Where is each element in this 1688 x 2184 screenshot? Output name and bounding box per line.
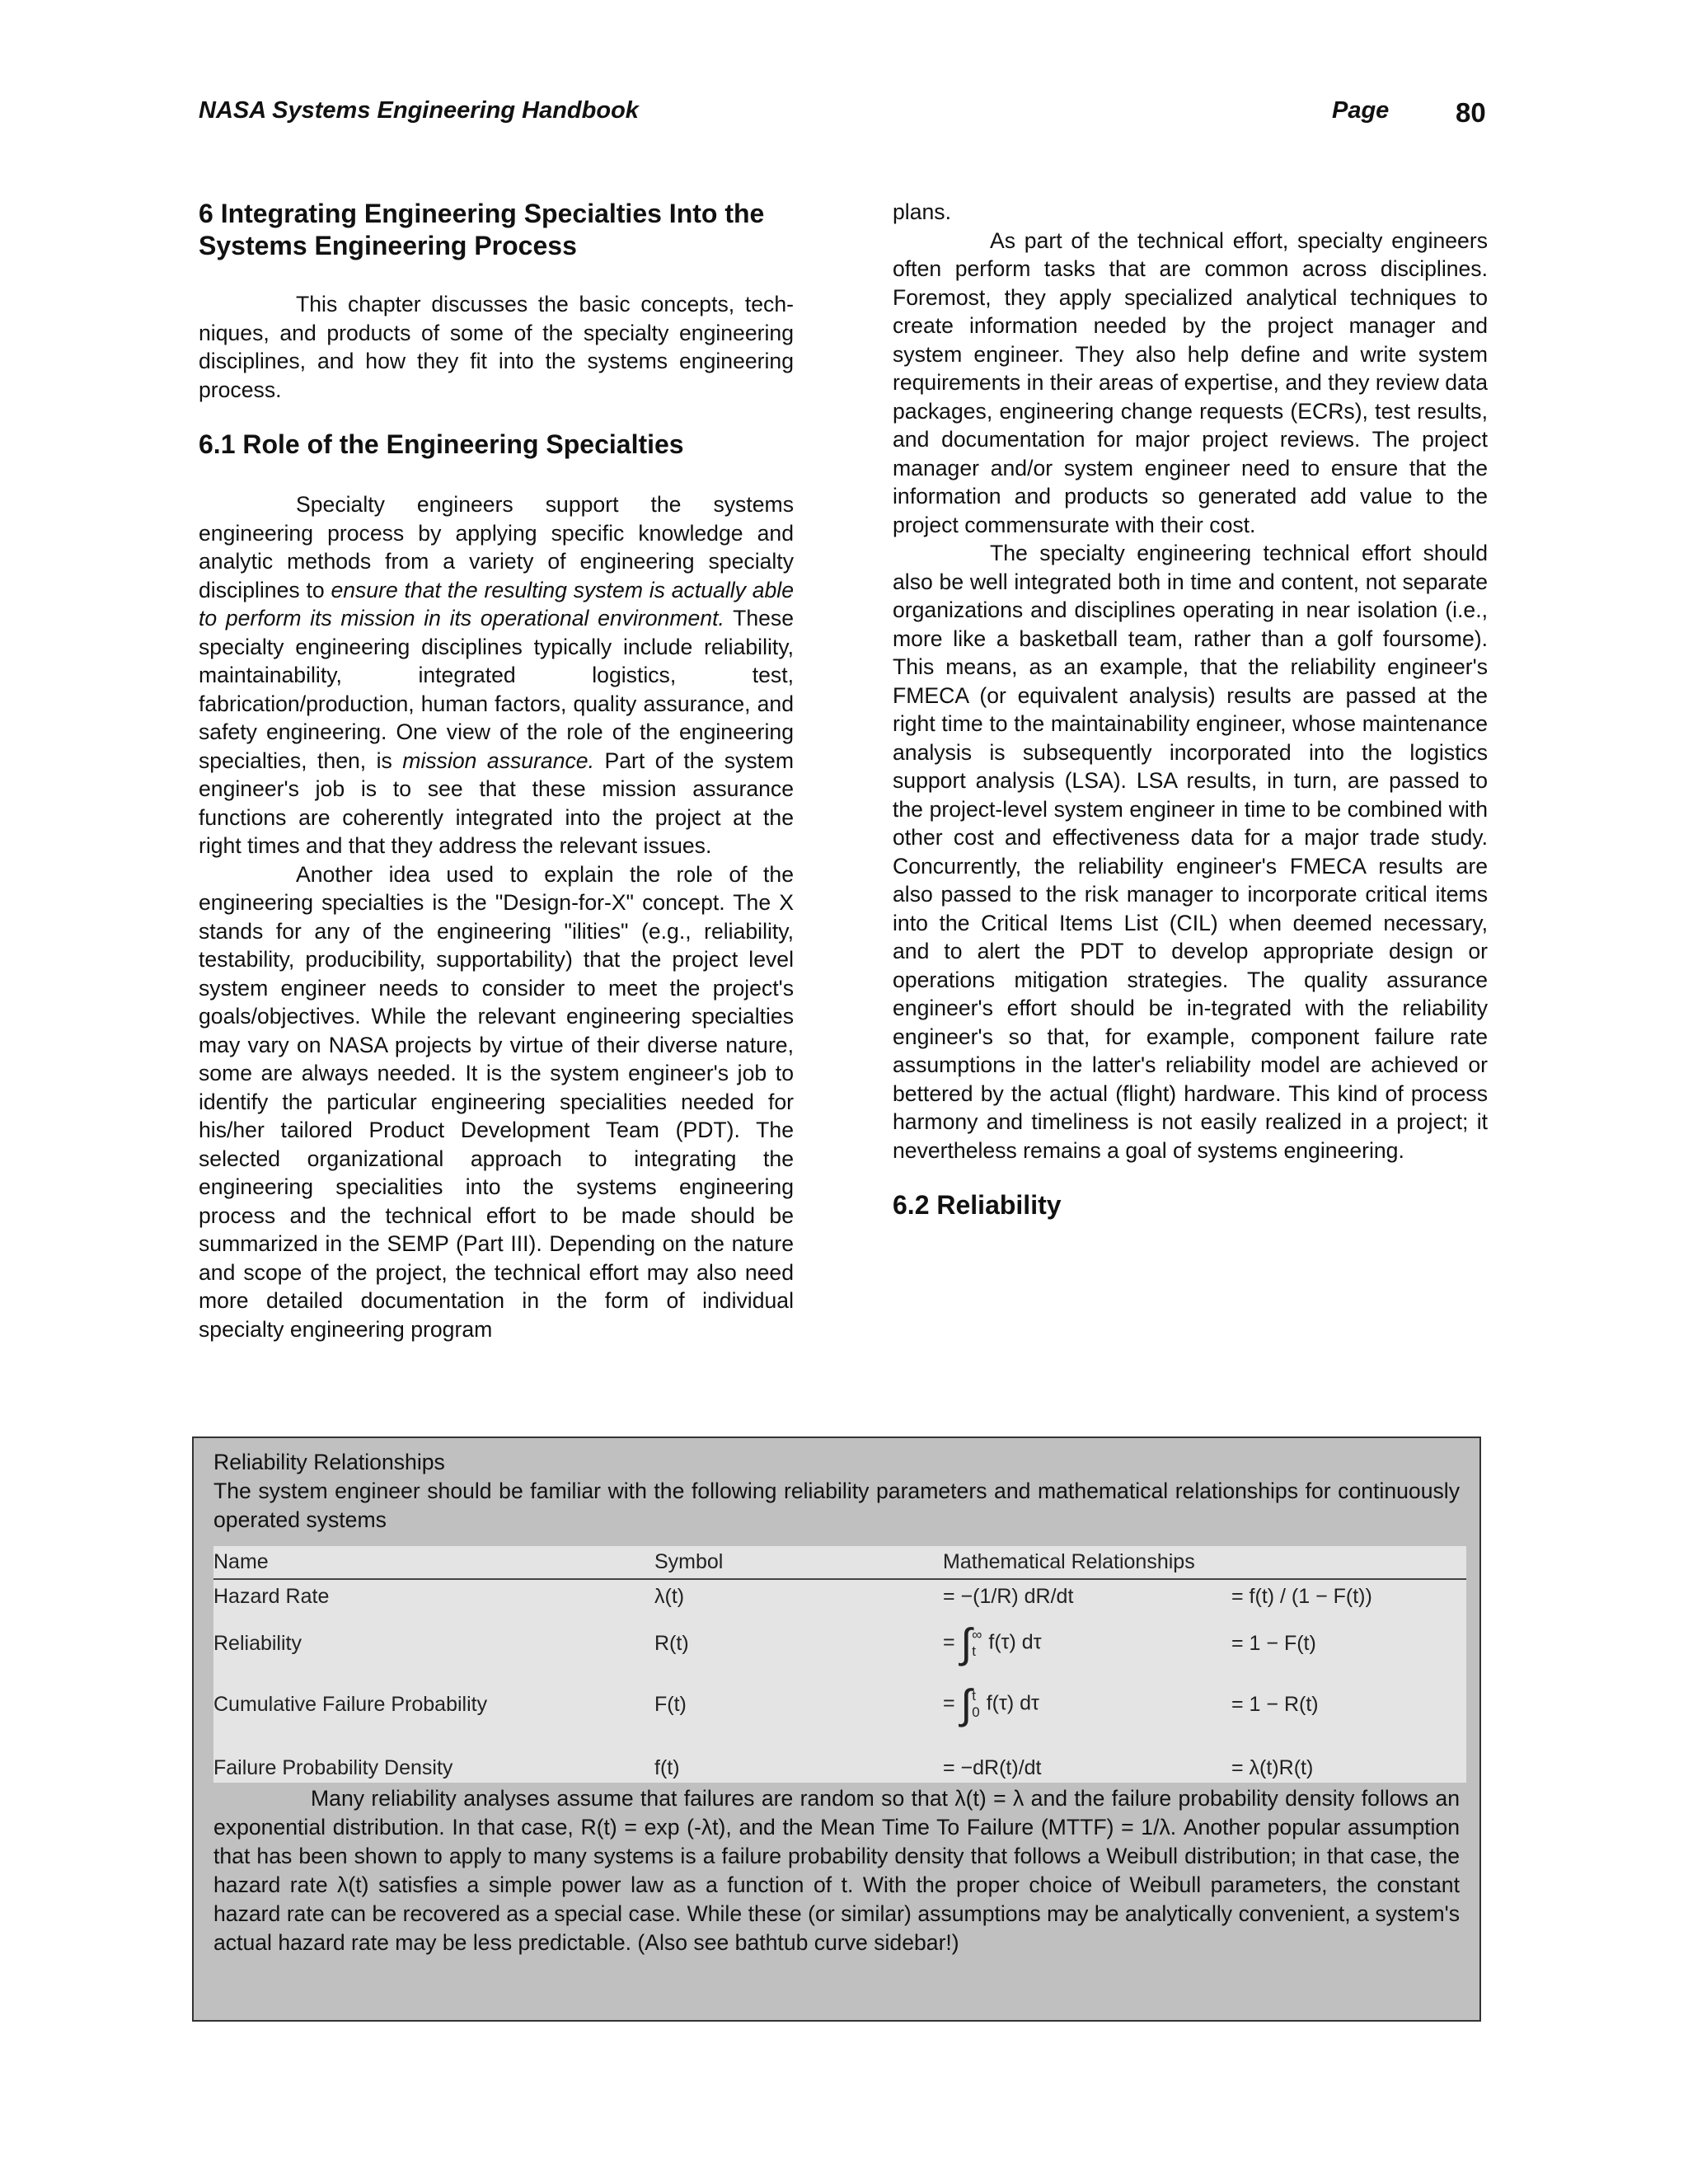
sidebar-closing-paragraph: Many reliability analyses assume that failures are random so that λ(t) = λ and the failure probability density follows an exponential distribution. In that case, R(t) = exp (-λt), and the Mean Time To Failure (MTTF) = 1/λ. Another popular assumption that has been shown to apply to many systems is a failure probability density that follows a Weibull distribution; in that case, the hazard rate λ(t) satisfies a simple power law as a function of t. With the proper choice of Weibull parameters, the constant hazard rate can be recovered as a special case. While these (or similar) assumptions may be analytically convenient, a system's actual hazard rate may be less predictable. (Also see bathtub curve sidebar!)	[213, 1786, 1460, 1955]
integral-upper-bound: ∞	[972, 1627, 982, 1643]
table-header-row	[213, 1546, 1466, 1579]
paragraph-continuation: plans.	[893, 199, 951, 224]
row-relationship-2: = 1 − F(t)	[1231, 1631, 1316, 1655]
section-title-6-2: 6.2 Reliability	[893, 1190, 1062, 1220]
paragraph-technical-effort: As part of the technical effort, specialty engineers often perform tasks that are common across disciplines. Foremost, they apply specialized analytical techniques to create information needed by the project manager and system engineer. They also help define and write system requirements in their areas of expertise, and they review data packages, engineering change requests (ECRs), test results, and documentation for major project reviews. The project manager and/or system engineer need to ensure that the information and products so generated add value to the project commensurate with their cost.	[893, 227, 1488, 537]
sidebar-intro: The system engineer should be familiar with the following reliability parameters and mathematical relationships for continuously operated systems	[213, 1479, 1460, 1532]
section-title-6-1: 6.1 Role of the Engineering Specialties	[199, 429, 684, 459]
document-title: NASA Systems Engineering Handbook	[199, 97, 639, 124]
table-row	[213, 1674, 1466, 1735]
table-header-symbol: Symbol	[654, 1546, 943, 1579]
integral-lower-bound: t	[972, 1643, 976, 1659]
integral-upper-bound: t	[972, 1688, 976, 1704]
row-relationship-1: = ∫ t 0 f(τ) dτ	[943, 1681, 1039, 1727]
row-relationship-2: = 1 − R(t)	[1231, 1692, 1319, 1716]
row-symbol: f(t)	[654, 1756, 680, 1779]
row-name: Failure Probability Density	[213, 1756, 453, 1779]
left-column	[199, 198, 794, 1343]
paragraph-integration: The specialty engineering technical effort should also be well integrated both in time and content, not separate organizations and disciplines operating in near isolation (i.e., more like a basketball team, rather than a golf foursome). This means, as an example, that the reliability engineer's FMECA (or equivalent analysis) results are passed at the right time to the maintainability engineer, whose maintenance analysis is subsequently incorporated into the logistics support analysis (LSA). LSA results, in turn, are passed to the project-level system engineer in time to be combined with other cost and effectiveness data for a major trade study. Concurrently, the reliability engineer's FMECA results are also passed to the risk manager to incorporate critical items into the Critical Items List (CIL) when deemed necessary, and to alert the PDT to develop appropriate design or operations mitigation strategies. The quality assurance engineer's effort should be in-tegrated with the reliability engineer's so that, for example, component failure rate assumptions in the latter's reliability model are achieved or bettered by the actual (flight) hardware. This kind of process harmony and timeliness is not easily realized in a project; it nevertheless remains a goal of systems engineering.	[893, 541, 1488, 1163]
page-label: Page	[1332, 97, 1390, 124]
row-symbol: λ(t)	[654, 1584, 685, 1608]
reliability-sidebar	[192, 1436, 1481, 2022]
row-name: Cumulative Failure Probability	[213, 1692, 488, 1716]
row-relationship-1: = −(1/R) dR/dt	[943, 1584, 1074, 1608]
page-header	[199, 97, 1493, 134]
integral-lower-bound: 0	[972, 1704, 980, 1720]
chapter-title: 6 Integrating Engineering Specialties Into the Systems Engineering Process	[199, 199, 765, 260]
row-relationship-2: = f(t) / (1 − F(t))	[1231, 1584, 1372, 1608]
table-row	[213, 1735, 1466, 1783]
page-number: 80	[1456, 97, 1486, 128]
row-relationship-2: = λ(t)R(t)	[1231, 1756, 1314, 1779]
paragraph-specialty-engineers: Specialty engineers support the systems engineering process by applying specific knowledge and analytic methods from a variety of engineering specialty disciplines to ensure that the resulting system is actually able to perform its mission in its operational environment. These specialty engineering disciplines typically include reliability, maintainability, integrated logistics, test, fabrication/production, human factors, quality assurance, and safety engineering. One view of the role of the engineering specialties, then, is mission assurance. Part of the system engineer's job is to see that these mission assurance functions are coherently integrated into the project at the right times and that they address the relevant issues.	[199, 492, 795, 858]
table-header-name: Name	[213, 1546, 654, 1579]
row-name: Hazard Rate	[213, 1584, 330, 1608]
table-row	[213, 1613, 1466, 1674]
integral-sign-icon: ∫	[960, 1681, 973, 1727]
integral-sign-icon: ∫	[960, 1620, 973, 1666]
row-relationship-1: = ∫ ∞ t f(τ) dτ	[943, 1620, 1042, 1666]
row-symbol: F(t)	[654, 1692, 687, 1716]
right-column	[893, 198, 1488, 1251]
paragraph-design-for-x: Another idea used to explain the role of the engineering specialties is the "Design-for-X" concept. The X stands for any of the engineering "ilities" (e.g., reliability, testability, producibility, supportability) that the project level system engineer needs to consider to meet the project's goals/objectives. While the relevant engineering specialties may vary on NASA projects by virtue of their diverse nature, some are always needed. It is the system engineer's job to identify the particular engineering specialities needed for his/her tailored Product Development Team (PDT). The selected organizational approach to integrating the engineering specialities into the systems engineering process and the technical effort to be made should be summarized in the SEMP (Part III). Depending on the nature and scope of the project, the technical effort may also need more detailed documentation in the form of individual specialty engineering program	[199, 861, 794, 1342]
table-row	[213, 1579, 1466, 1613]
reliability-relationships-table	[213, 1546, 1466, 1783]
row-relationship-1: = −dR(t)/dt	[943, 1756, 1042, 1779]
sidebar-title: Reliability Relationships	[213, 1450, 445, 1474]
table-header-relationships: Mathematical Relationships	[943, 1546, 1466, 1579]
row-name: Reliability	[213, 1631, 302, 1655]
chapter-intro: This chapter discusses the basic concepts, tech-niques, and products of some of the specialty engineering disciplines, and how they fit into the systems engineering process.	[199, 292, 794, 402]
row-symbol: R(t)	[654, 1631, 689, 1655]
